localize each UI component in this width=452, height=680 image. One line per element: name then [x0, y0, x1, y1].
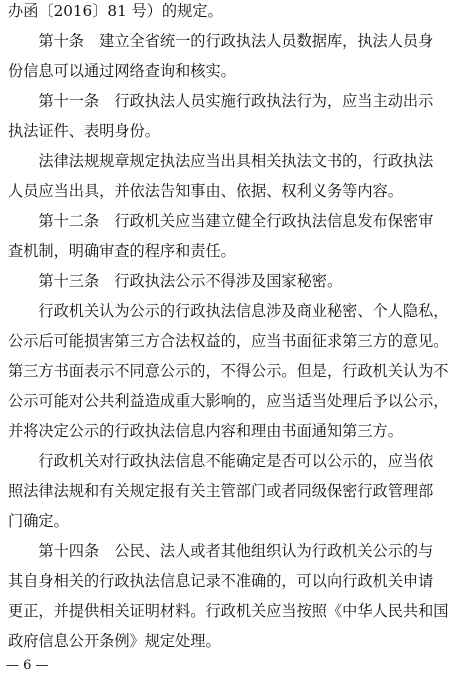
text-line: 第十四条 公民、法人或者其他组织认为行政机关公示的与 [8, 542, 434, 560]
text-line: 照法律法规和有关规定报有关主管部门或者同级保密行政管理部 [8, 482, 434, 500]
text-line: 公示后可能损害第三方合法权益的，应当书面征求第三方的意见。 [8, 332, 448, 350]
text-line: 并将决定公示的行政执法信息内容和理由书面通知第三方。 [8, 422, 403, 440]
text-line: 办函〔2016〕81 号）的规定。 [8, 2, 223, 20]
text-line: 第十条 建立全省统一的行政执法人员数据库，执法人员身 [8, 32, 434, 50]
text-line: 门确定。 [8, 512, 69, 530]
text-line: 第三方书面表示不同意公示的，不得公示。但是，行政机关认为不 [8, 362, 448, 380]
text-line: 法律法规规章规定执法应当出具相关执法文书的，行政执法 [8, 152, 434, 170]
text-line: 更正，并提供相关证明材料。行政机关应当按照《中华人民共和国 [8, 602, 448, 620]
text-line: 第十一条 行政执法人员实施行政执法行为，应当主动出示 [8, 92, 434, 110]
page-number: — 6 — [6, 658, 49, 673]
text-line: 行政机关对行政执法信息不能确定是否可以公示的，应当依 [8, 452, 434, 470]
text-line: 第十二条 行政机关应当建立健全行政执法信息发布保密审 [8, 212, 434, 230]
text-line: 行政机关认为公示的行政执法信息涉及商业秘密、个人隐私， [8, 302, 448, 320]
text-line: 第十三条 行政执法公示不得涉及国家秘密。 [8, 272, 343, 290]
text-line: 其自身相关的行政执法信息记录不准确的，可以向行政机关申请 [8, 572, 434, 590]
text-line: 份信息可以通过网络查询和核实。 [8, 62, 236, 80]
text-line: 政府信息公开条例》规定处理。 [8, 632, 221, 650]
text-line: 公示可能对公共利益造成重大影响的，应当适当处理后予以公示， [8, 392, 448, 410]
text-line: 人员应当出具，并依法告知事由、依据、权利义务等内容。 [8, 182, 403, 200]
text-line: 执法证件、表明身份。 [8, 122, 160, 140]
text-line: 查机制，明确审查的程序和责任。 [8, 242, 236, 260]
